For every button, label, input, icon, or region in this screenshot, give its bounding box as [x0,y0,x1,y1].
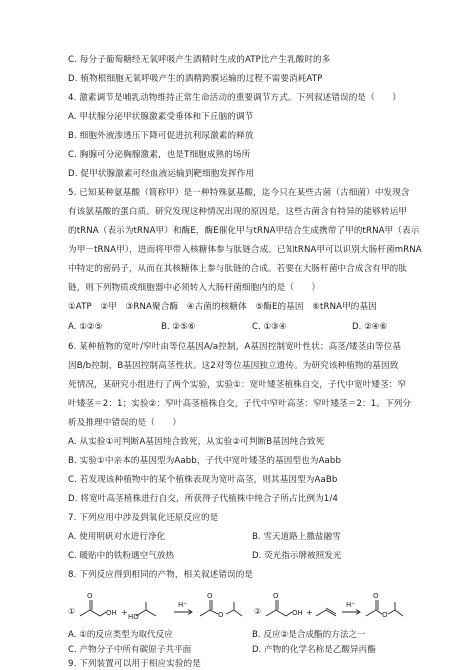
svg-text:+: + [121,608,128,617]
q9-stem: 9. 下列装置可以用于相应实验的是 [68,659,201,669]
q7-option-d: D. 荧光指示牌被照发光 [252,551,342,561]
q8-reaction-1 [68,586,243,626]
q4-stem: 4. 激素调节是哺乳动物维持正常生命活动的重要调节方式。下列叙述错误的是（ ） [68,93,401,103]
q7-stem: 7. 下列应用中涉及到氧化还原反应的是 [68,513,219,523]
q8-option-d: D. 产物的化学名称是乙酸异丙酯 [252,645,376,655]
q6-option-d: D. 将宽叶高茎植株进行自交，所获得子代植株中纯合子所占比例为1/4 [68,494,338,504]
q6-option-b: B. 实验①中亲本的基因型为Aabb，子代中宽叶矮茎的基因型也为Aabb [68,456,342,466]
q5-option-c: C. ①③④ [252,322,287,332]
q6-stem-line-4: 叶矮茎＝2：1；实验②：窄叶高茎植株自交，子代中窄叶高茎：窄叶矮茎＝2：1。下列分 [68,399,412,409]
q7-option-c: C. 暖贴中的铁粉遇空气放热 [68,551,174,561]
q5-stem-line-3: 的tRNA（表示为tRNA甲）和酶E，酶E催化甲与tRNA甲结合生成携带了甲的tRNA甲（表示 [68,226,420,236]
q8-reaction-2 [254,586,404,626]
q5-option-b: B. ②⑤⑥ [161,322,196,332]
q7-option-a: A. 使用明矾对水进行净化 [68,532,166,542]
q8-reaction-1-label: ① [68,607,76,616]
q6-stem-line-3: 死情况，某研究小组进行了两个实验，实验①：宽叶矮茎植株自交，子代中宽叶矮茎：窄 [68,380,407,390]
svg-text:O: O [373,592,379,600]
svg-text:O: O [218,611,224,619]
svg-text:+: + [306,608,313,617]
q5-stem-line-5: 中特定的密码子，从而在其核糖体上参与肽链的合成。若要在大肠杆菌中合成含有甲的肽 [68,264,408,274]
q7-option-b: B. 雪天道路上撒盐融雪 [252,532,341,542]
q8-option-b: B. 反应②是合成酯的方法之一 [252,630,366,640]
q6-stem-line-1: 6. 某种植物的宽叶/窄叶由等位基因A/a控制，A基因控制宽叶性状；高茎/矮茎由等位基 [68,342,402,352]
svg-text:H⁺: H⁺ [346,601,355,609]
svg-text:O: O [382,611,388,619]
svg-text:O: O [273,592,279,600]
svg-text:OH: OH [292,609,303,617]
svg-text:O: O [87,592,93,600]
q5-option-a: A. ①②⑤ [68,322,103,332]
svg-text:OH: OH [106,609,117,617]
svg-text:H⁺: H⁺ [178,601,187,609]
q4-option-d: D. 促甲状腺激素可经血液运输到靶细胞发挥作用 [68,169,255,179]
q6-stem-line-5: 析及推理中错误的是（ ） [68,418,182,428]
q5-option-d: D. ②④⑥ [352,322,388,332]
svg-text:HO: HO [128,613,139,621]
q4-option-b: B. 细胞外液渗透压下降可促进抗利尿激素的释放 [68,131,254,141]
q8-option-c: C. 产物分子中所有碳原子共平面 [68,645,192,655]
q5-items: ①ATP ②甲 ③RNA聚合酶 ④古菌的核糖体 ⑤酶E的基因 ⑥tRNA甲的基因 [68,302,377,312]
q8-option-a: A. ①的反应类型为取代反应 [68,630,173,640]
svg-text:O: O [207,592,213,600]
q5-stem-line-4: 为甲－tRNA甲），进而将甲带入核糖体参与肽链合成。已知tRNA甲可以识别大肠杆菌mRNA [68,245,422,255]
q4-option-c: C. 胸腺可分泌胸腺激素，也是T细胞成熟的场所 [68,150,251,160]
q4-option-a: A. 甲状腺分泌甲状腺激素受垂体和下丘脑的调节 [68,112,254,122]
q5-stem-line-1: 5. 已知某种氨基酸（简称甲）是一种特殊氨基酸，迄今只在某些古菌（古细菌）中发现含 [68,188,410,198]
q6-option-c: C. 若发现该种植物中的某个植株表现为宽叶高茎，则其基因型为AaBb [68,475,338,485]
q5-stem-line-6: 链，则下列物质或细胞器中必须转入大肠杆菌细胞内的是（ ） [68,283,321,293]
q6-option-a: A. 从实验①可判断A基因纯合致死，从实验②可判断B基因纯合致死 [68,437,325,447]
q8-reaction-2-label: ② [254,607,262,616]
q6-stem-line-2: 因B/b控制，B基因控制高茎性状。这2对等位基因独立遗传。为研究该种植物的基因致 [68,361,399,371]
q5-stem-line-2: 有该氨基酸的蛋白质。研究发现这种情况出现的原因是，这些古菌含有特异的能够转运甲 [68,207,408,217]
q3-option-d: D. 植物根细胞无氧呼吸产生的酒精跨膜运输的过程不需要消耗ATP [68,74,323,84]
q3-option-c: C. 每分子葡萄糖经无氧呼吸产生酒精时生成的ATP比产生乳酸时的多 [68,55,331,65]
q8-stem: 8. 下列反应得到相同的产物，相关叙述错误的是 [68,570,254,580]
